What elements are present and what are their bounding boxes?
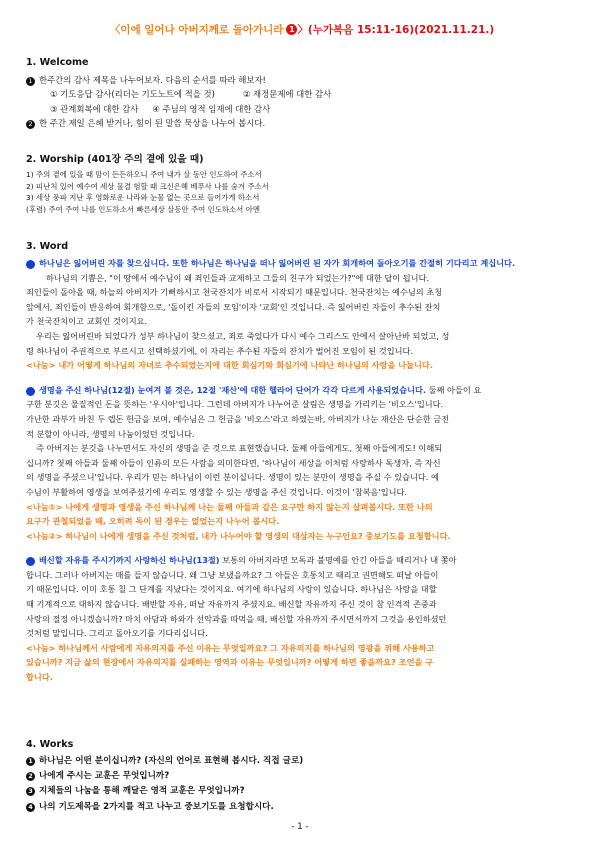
word-point-2-head-tail: 둘째 아들이 요 (428, 384, 482, 395)
worship-verse-2: 2) 피난처 있어 예수여 세상 물결 험할 때 크신은혜 베푸사 나를 숨겨 주소서 (26, 181, 269, 191)
worship-heading: 2. Worship (401장 주의 곁에 있을 때) (26, 154, 204, 165)
bullet-2-icon: 2 (26, 120, 35, 129)
title-badge: 1 (286, 24, 297, 35)
page-number: - 1 - (291, 822, 309, 832)
works-item-2-text: 나에게 주시는 교훈은 무엇입니까? (39, 771, 170, 782)
word-p2-line-5: 십니까? 첫째 아들과 둘째 아들이 인류의 모든 사람을 의미한다면, '하나님이 세상을 이처럼 사랑하사 독생자, 즉 자신 (26, 457, 441, 468)
word-point-2 (26, 383, 578, 544)
word-p3-line-1: 합니다. 그러나 아버지는 매를 들지 않습니다. 왜 그냥 보냈을까요? 그 아들은 호통치고 때리고 권면해도 떠날 아들이 (26, 569, 439, 580)
word-p3-line-4: 사랑의 절정 아니겠습니까? 마치 아담과 하와가 선악과를 따먹을 때, 배신할 자유까지 주시면서까지 그것을 용인하셨던 (26, 613, 447, 624)
worship-verse-3: 3) 세상 풍파 지난 후 영화로운 나라와 눈물 없는 곳으로 들어가게 하소서 (26, 193, 260, 203)
welcome-heading: 1. Welcome (26, 57, 89, 68)
word-p2-sharing-1b: 요구가 관철되었을 때, 오히려 독이 된 경우는 없었는지 나누어 봅시다. (26, 516, 280, 527)
works-item-4 (26, 800, 578, 815)
welcome-sub-2: ② 재정문제에 대한 감사 (242, 89, 332, 100)
word-p1-line-5: 우리는 잃어버린바 되었다가 성부 하나님이 찾으셨고, 죄로 죽었다가 다시 예수 그리스도 안에서 살아난바 되었고, 성 (36, 330, 450, 341)
word-p3-sharing-c: 합니다. (26, 672, 53, 683)
word-point-1-head (26, 256, 578, 271)
works-item-1-text: 하나님은 어떤 분이십니까? (자신의 언어로 표현해 봅시다. 직접 글로) (39, 756, 304, 766)
word-point-3-head-tail: 보통의 아버지라면 모독과 불명예를 안긴 아들을 때리거나 내 쫓아 (222, 555, 457, 566)
worship-chorus: (후렴) 주여 주여 나를 인도하소서 빠른세상 살동안 주여 인도하소서 아멘 (26, 204, 260, 214)
bullet-blue-1-icon: 1 (26, 260, 35, 269)
word-point-3-title: 배신할 자유를 주시기까지 사랑하신 하나님(13절) (39, 555, 220, 566)
word-point-1 (26, 256, 578, 373)
word-p3-line-5: 것처럼 말입니다. 그리고 돌아오기를 기다리십니다. (26, 628, 208, 639)
bullet-blue-3-icon: 3 (26, 557, 35, 566)
worship-section (26, 153, 578, 215)
welcome-item-1 (26, 73, 578, 87)
welcome-sub-3: ③ 관계회복에 대한 감사 (50, 103, 139, 114)
works-heading: 4. Works (26, 739, 74, 750)
document-title (26, 0, 578, 40)
word-p1-line-4: 가 천국잔치이고 교회인 것이지요. (26, 316, 148, 327)
word-point-1-title: 하나님은 잃어버린 자를 찾으십니다. 또한 하나님은 하나님을 떠나 잃어버린 된 자가 회개하여 돌아오기를 간절히 기다리고 계십니다. (39, 258, 516, 268)
word-section (26, 240, 578, 685)
bullet-blue-2-icon: 2 (26, 387, 35, 396)
word-p3-sharing-a: <나눔> 하나님께서 사람에게 자유의지를 주신 이유는 무엇일까요? 그 자유의지를 하나님의 영광을 위해 사용하고 (26, 642, 435, 653)
word-point-3-head (26, 553, 578, 568)
word-p1-line-6: 령 하나님이 주권적으로 부르시고 선택하셨기에, 이 자리는 추수된 자들의 잔치가 벌어진 모임이 된 것입니다. (26, 345, 414, 356)
welcome-subitems-row1 (26, 87, 578, 101)
works-item-3-text: 지체들의 나눔을 통해 깨달은 영적 교훈은 무엇입니까? (39, 786, 245, 797)
works-section (26, 738, 578, 815)
word-p1-line-1: 하나님의 기쁨은, "이 땅에서 예수님이 왜 죄인들과 교제하고 그들의 친구가 되었는가?"에 대한 답이 됩니다. (46, 272, 430, 283)
works-item-2 (26, 769, 578, 784)
bullet-1-icon: 1 (26, 77, 35, 86)
word-p1-line-3: 앞에서, 죄인들이 반응하여 회개함으로, '돌이킨 자들의 모임'이자 '교회'인 것입니다. 즉 잃어버린 자들이 추수된 잔치 (26, 301, 441, 312)
word-p2-sharing-1a: <나눔①> 나에게 생명과 영생을 주신 하나님께 나는 둘째 아들과 같은 요구만 하지 않는지 살펴봅시다. 또한 나의 (26, 501, 433, 512)
works-bullet-2-icon: 2 (26, 772, 35, 781)
word-point-2-title: 생명을 주신 하나님(12절) 눈여겨 볼 것은, 12절 '재산'에 대한 헬라어 단어가 각각 다르게 사용되었습니다. (39, 384, 427, 395)
title-main: 〈이에 일어나 아버지께로 돌아가니라 (109, 24, 284, 36)
word-heading: 3. Word (26, 241, 69, 252)
word-p2-line-4: 즉 아버지는 분깃을 나누면서도 자신의 생명을 준 것으로 표현했습니다. 둘째 아들에게도, 첫째 아들에게도! 이해되 (36, 443, 443, 454)
works-bullet-1-icon: 1 (26, 757, 35, 766)
welcome-item-1-text: 한주간의 감사 제목을 나누어보자. 다음의 순서를 따라 해보자! (39, 75, 266, 85)
works-bullet-3-icon: 3 (26, 787, 35, 796)
word-p3-sharing-b: 있습니까? 지금 삶의 현장에서 자유의지를 실패하는 영역과 이유는 무엇입니까? 어떻게 하면 좋을까요? 조언을 구 (26, 657, 434, 668)
word-p3-line-3: 때 기계적으로 대하지 않습니다. 배반할 자유, 떠날 자유까지 주셨지요. 배신할 자유까지 주신 것이 참 인격적 존중과 (26, 599, 437, 610)
word-p2-line-2: 가난한 과부가 바친 두 렙돈 헌금을 보며, 예수님은 그 헌금을 '비오스'라고 하였는바, 아버지가 나눈 재산은 단순한 금전 (26, 413, 450, 424)
welcome-item-2-text: 한 주간 제일 은혜 받거나, 힘이 된 말씀 묵상을 나누어 봅시다. (39, 117, 266, 128)
welcome-sub-1: ① 기도응답 감사(리더는 기도노트에 적을 것) (50, 89, 215, 100)
welcome-item-2 (26, 116, 578, 130)
welcome-subitems-row2 (26, 102, 578, 116)
word-p2-sharing-2: <나눔②> 하나님이 나에게 생명을 주신 것처럼, 내가 나누어야 할 영생의 대상자는 누구인요? 중보기도를 요청합니다. (26, 530, 451, 541)
word-p1-sharing: <나눔> 내가 어떻게 하나님의 자녀로 추수되었는지에 대한 회심기와 회심기에 나타난 하나님의 사랑을 나눕니다. (26, 360, 433, 371)
word-p2-line-7: 수님이 부활하여 영생을 보여주셨기에 우리도 영생할 수 있는 생명을 주신 것입니다. 이것이 '참복음'입니다. (26, 486, 408, 497)
title-reference: 〉(누가복음 15:11-16)(2021.11.21.) (297, 24, 495, 36)
word-p1-line-2: 죄인들이 돌아올 때, 하늘의 아버지가 기뻐하시고 천국잔치가 비로서 시작되기 때문입니다. 천국잔치는 예수님의 초청 (26, 287, 443, 298)
word-p2-line-6: 의 생명을 주셨으니'입니다. 우리가 믿는 하나님이 이런 분이십니다. 생명이 있는 분만이 생명을 주실 수 있습니다. 예 (26, 472, 439, 483)
welcome-sub-4: ④ 주님의 영적 임재에 대한 감사 (152, 103, 271, 114)
word-p2-line-3: 적 분할이 아니라, 생명의 나눔이었던 것입니다. (26, 428, 195, 439)
word-p3-line-2: 기 때문입니다. 이미 호통 칠 그 단계를 지났다는 것이지요. 여기에 하나님의 사랑이 있습니다. 하나님은 사랑을 대할 (26, 584, 437, 595)
works-item-1 (26, 754, 578, 769)
word-point-3 (26, 553, 578, 684)
word-p2-line-1: 구한 분깃은 물질적인 돈을 뜻하는 '우시아'입니다. 그런데 아버지가 나누어준 살림은 생명을 가리키는 '비오스'입니다. (26, 399, 444, 410)
welcome-section (26, 56, 578, 130)
works-item-3 (26, 784, 578, 799)
works-bullet-4-icon: 4 (26, 803, 35, 812)
worship-verse-1: 1) 주의 곁에 있을 때 맘이 든든하오니 주여 내가 살 동안 인도하여 주소서 (26, 170, 262, 179)
works-item-4-text: 나의 기도제목을 2가지를 적고 나누고 중보기도를 요청합시다. (39, 801, 274, 812)
word-point-2-head (26, 383, 578, 398)
